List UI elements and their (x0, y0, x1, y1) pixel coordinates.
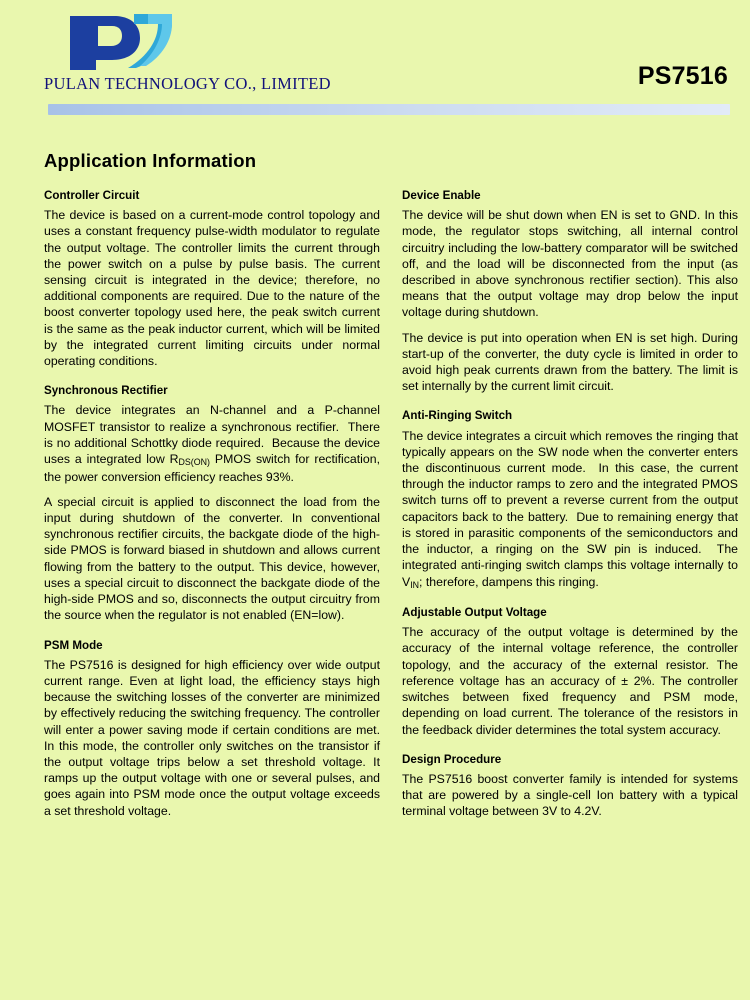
pulan-p-logo-icon (62, 12, 182, 74)
section-heading-adjustable-output-voltage: Adjustable Output Voltage (402, 606, 547, 620)
content-columns (44, 188, 738, 819)
right-column (402, 188, 738, 819)
section-heading-anti-ringing-switch: Anti-Ringing Switch (402, 409, 513, 423)
section-heading-psm-mode: PSM Mode (44, 638, 103, 652)
header-divider (48, 104, 730, 115)
section-paragraph: The device will be shut down when EN is set to GND. In this mode, the regulator stops switching, all internal control circuitry including the low-battery comparator will be switched off, and the load will be disconnected from the input (as described in above synchronous rectifier section). This also means that the output voltage may drop below the input voltage during shutdown. (402, 208, 738, 320)
section-paragraph: The device is based on a current-mode control topology and uses a constant frequency pulse-width modulator to regulate the output voltage. The controller limits the current through the power switch on a pulse by pulse basis. The current sensing circuit is integrated in the device; therefore, no additional components are required. Due to the nature of the boost converter topology used here, the peak switch current is the same as the peak inductor current, which will be limited by the integrated current limiting circuits under normal operating conditions. (44, 208, 380, 369)
section-paragraph: The accuracy of the output voltage is determined by the accuracy of the internal voltage reference, the controller topology, and the accuracy of the external resistor. The reference voltage has an accuracy of ± 2%. The controller switches between fixed frequency and PSM mode, depending on load current. The tolerance of the resistors in the feedback divider determines the total system accuracy. (402, 625, 738, 737)
page-title: Application Information (44, 150, 257, 171)
part-number: PS7516 (637, 62, 728, 90)
section-heading-controller-circuit: Controller Circuit (44, 189, 140, 202)
section-paragraph: The device is put into operation when EN is set high. During start-up of the converter, the duty cycle is limited in order to avoid high peak currents drawn from the battery. The limit is set internally by the current limit circuit. (402, 330, 738, 394)
section-heading-design-procedure: Design Procedure (402, 752, 502, 766)
section-paragraph: The device integrates an N-channel and a P-channel MOSFET transistor to realize a synchronous rectifier. There is no additional Schottky diode required. Because the device uses a integrated low $R_{DS(ON)}$ PMOS switch for rectification, the power conversion efficiency reaches 93%. (44, 403, 380, 484)
section-paragraph: A special circuit is applied to disconnect the load from the input during shutdown of the converter. In conventional synchronous rectifier circuits, the backgate diode of the high-side PMOS is forward biased in shutdown and allows current flowing from the battery to the output. This device, however, uses a special circuit to disconnect the backgate diode of the high-side PMOS and so, disconnects the output circuitry from the source when the regulator is not enabled (EN=low). (44, 494, 380, 623)
left-column (44, 188, 380, 819)
section-paragraph: The PS7516 boost converter family is intended for systems that are powered by a single-cell Ion battery with a typical terminal voltage between 3V to 4.2V. (402, 771, 738, 819)
section-paragraph: The device integrates a circuit which removes the ringing that typically appears on the SW node when the converter enters the discontinuous current mode. In this case, the current through the inductor ramps to zero and the integrated PMOS switch turns off to prevent a reverse current from the output capacitors back to the battery. Due to remaining energy that is stored in parasitic components of the semiconductors and the inductor, a ringing on the SW pin is induced. The integrated anti-ringing switch clamps this voltage internally to $V_{IN}$; therefore, dampens this ringing. (402, 428, 738, 590)
company-name: PULAN TECHNOLOGY CO., LIMITED (44, 74, 331, 93)
section-paragraph: The PS7516 is designed for high efficiency over wide output current range. Even at light load, the efficiency stays high because the switching losses of the converter are minimized by effectively reducing the switching frequency. The controller will enter a power saving mode if certain conditions are met. In this mode, the controller only switches on the transistor if the output voltage trips below a set threshold voltage. It ramps up the output voltage with one or several pulses, and goes again into PSM mode once the output voltage exceeds a set threshold voltage. (44, 657, 380, 818)
section-heading-synchronous-rectifier: Synchronous Rectifier (44, 384, 168, 398)
page-header (0, 0, 750, 120)
section-heading-device-enable: Device Enable (402, 189, 481, 202)
